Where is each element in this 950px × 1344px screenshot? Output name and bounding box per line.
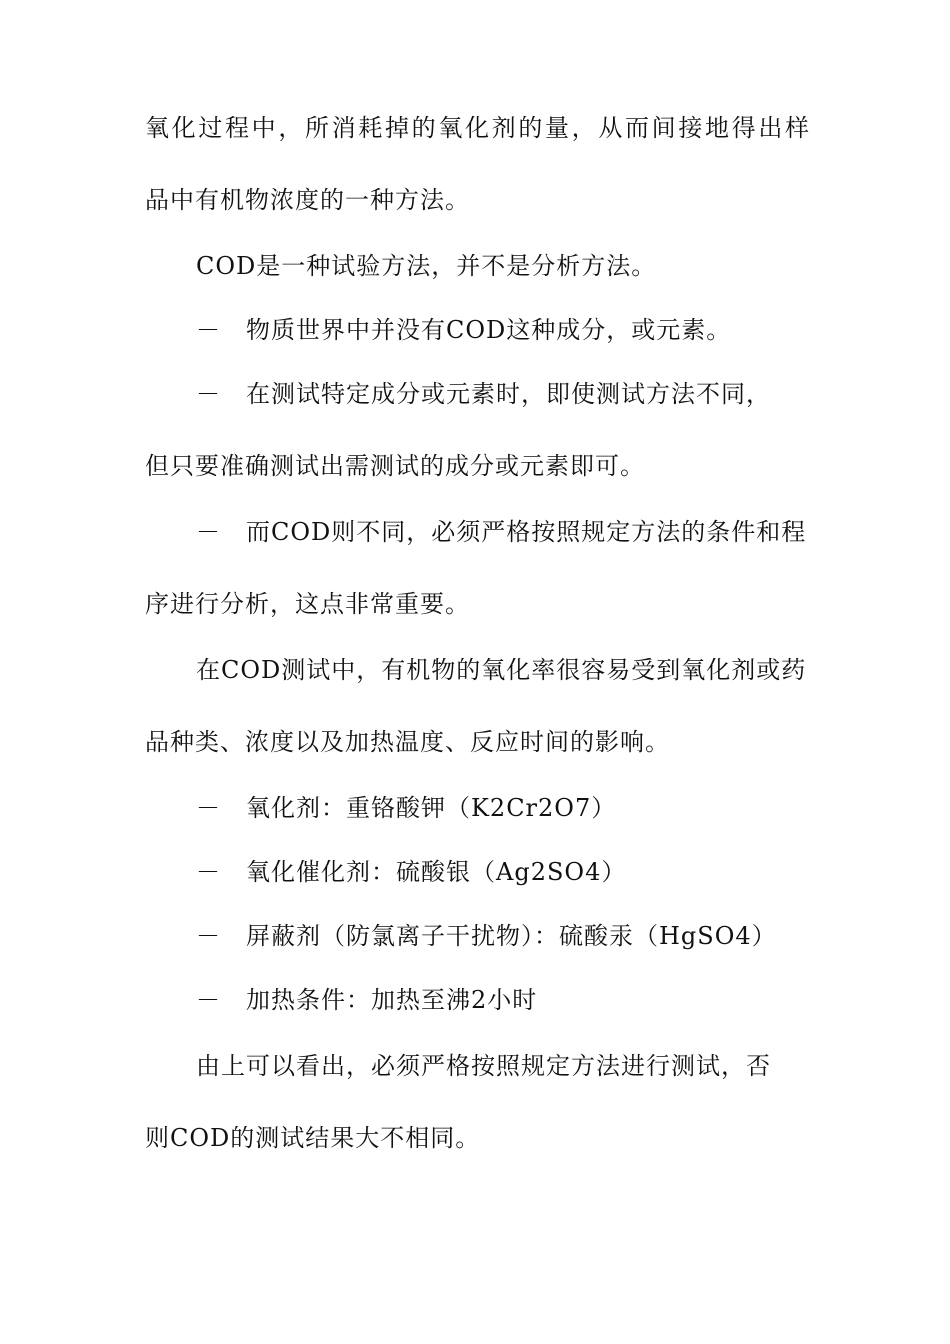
line-text: 加热条件：加热至沸2小时 [246, 986, 538, 1014]
paragraph-line [196, 1050, 861, 1082]
line-text: 但只要准确测试出需测试的成分或元素即可。 [145, 452, 645, 480]
bullet-dash: － [196, 986, 221, 1014]
paragraph-line [145, 184, 810, 216]
bullet-dash: － [196, 316, 221, 344]
bullet-dash: － [196, 794, 221, 822]
line-text: 氧化过程中，所消耗掉的氧化剂的量，从而间接地得出样 [145, 114, 810, 142]
paragraph-line [145, 726, 810, 758]
line-text: 氧化催化剂：硫酸银（Ag2SO4） [246, 858, 627, 886]
bullet-line [196, 314, 861, 346]
line-text: 由上可以看出，必须严格按照规定方法进行测试，否 [196, 1052, 771, 1080]
line-text: 品种类、浓度以及加热温度、反应时间的影响。 [145, 728, 670, 756]
bullet-line [196, 856, 861, 888]
paragraph-line [196, 250, 861, 282]
bullet-line [196, 920, 861, 952]
line-text: 在COD测试中，有机物的氧化率很容易受到氧化剂或药 [196, 656, 807, 684]
paragraph-line [145, 588, 810, 620]
paragraph-line [145, 1122, 810, 1154]
bullet-dash: － [196, 922, 221, 950]
bullet-line [196, 792, 861, 824]
line-text: 在测试特定成分或元素时，即使测试方法不同， [246, 380, 771, 408]
bullet-dash: － [196, 518, 221, 546]
line-text: 品中有机物浓度的一种方法。 [145, 186, 470, 214]
line-text: 序进行分析，这点非常重要。 [145, 590, 470, 618]
line-text: 则COD的测试结果大不相同。 [145, 1124, 481, 1152]
bullet-line [196, 984, 861, 1016]
line-text: 屏蔽剂（防氯离子干扰物）：硫酸汞（HgSO4） [246, 922, 777, 950]
line-text: 氧化剂：重铬酸钾（K2Cr2O7） [246, 794, 617, 822]
paragraph-line [145, 112, 810, 144]
paragraph-line [145, 450, 810, 482]
line-text: 而COD则不同，必须严格按照规定方法的条件和程 [246, 518, 807, 546]
bullet-dash: － [196, 380, 221, 408]
line-text: COD是一种试验方法，并不是分析方法。 [196, 252, 657, 280]
paragraph-line [196, 654, 861, 686]
bullet-line [196, 516, 861, 548]
bullet-line [196, 378, 861, 410]
line-text: 物质世界中并没有COD这种成分，或元素。 [246, 316, 732, 344]
bullet-dash: － [196, 858, 221, 886]
